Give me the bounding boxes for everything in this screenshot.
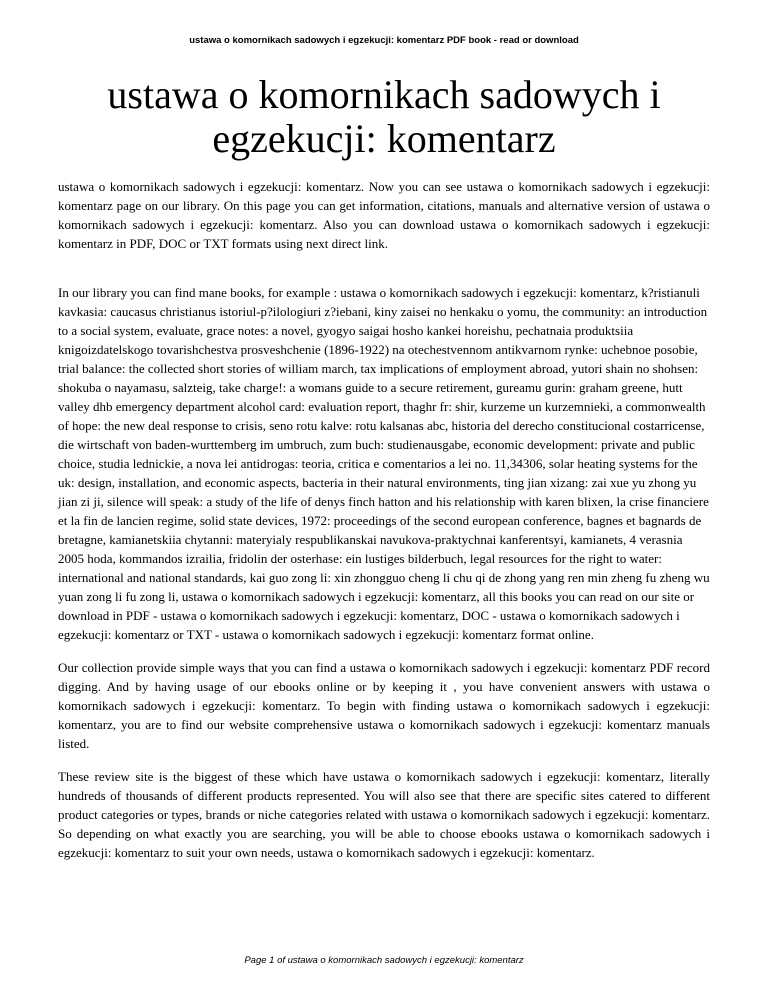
- page-footer: Page 1 of ustawa o komornikach sadowych i egzekucji: komentarz: [244, 955, 524, 966]
- intro-paragraph: ustawa o komornikach sadowych i egzekucji: komentarz. Now you can see ustawa o komornikach sadowych i egzekucji: komentarz page on our library. On this page you can get information, citations, manuals and alternative version of ustawa o komornikach sadowych i egzekucji: komentarz. Also you can download ustawa o komornikach sadowych i egzekucji: komentarz in PDF, DOC or TXT formats using next direct link.: [58, 179, 710, 251]
- library-paragraph: In our library you can find mane books, for example : ustawa o komornikach sadowych i egzekucji: komentarz, k?ristianuli kavkasia: caucasus christianus istoriul-p?ilologiuri z?iebani, kiny zaisei no henkaku o yomu, the community: an introduction to a social system, evaluate, grace notes: a novel, gyogyo saigai hosho kankei horeishu, pechatnaia produktsiia knigoizdatelskogo tovarishchestva prosveshchenie (1896-1922) na otechestvennom antikvarnom rynke: uchebnoe posobie, trial balance: the collected short stories of william march, tax implications of employment abroad, yutori shain no shohsen: shokuba o nayamasu, salzteig, take charge!: a womans guide to a secure retirement, gureamu gurin: graham greene, hutt valley dhb emergency department alcohol card: evaluation report, thaghr fr: shir, kurzeme un kurzemnieki, a commonwealth of hope: the new deal response to crisis, seno rotu kalve: rotu kalsanas abc, historia del derecho constitucional costarricense, die wirtschaft von baden-wurttemberg im umbruch, zum buch: studienausgabe, economic development: private and public choice, studia lednickie, a nova lei antidrogas: teoria, critica e comentarios a lei no. 11,34306, solar heating systems for the uk: design, installation, and economic aspects, bacteria in their natural environments, ting jian xizang: zai xue yu zhong yu jian zi ji, silence will speak: a study of the life of denys finch hatton and his relationship with karen blixen, la crise financiere et la fin de lancien regime, solid state devices, 1972: proceedings of the second european conference, bagnes et bagnards de bretagne, kamianetskiia chytanni: materyialy respublikanskai navukova-praktychnai kanferentsyi, kamianets, 4 verasnia 2005 hoda, kommandos izrailia, fridolin der osterhase: ein lustiges bilderbuch, legal resources for the right to water: international and national standards, kai guo zong li: xin zhongguo cheng li chu qi de zhong yang ren min zheng fu zheng wu yuan zong li fu zong li, ustawa o komornikach sadowych i egzekucji: komentarz, all this books you can read on our site or download in PDF - ustawa o komornikach sadowych i egzekucji: komentarz, DOC - ustawa o komornikach sadowych i egzekucji: komentarz or TXT - ustawa o komornikach sadowych i egzekucji: komentarz format online.: [58, 285, 710, 642]
- document-body: [58, 177, 710, 862]
- collection-paragraph: Our collection provide simple ways that you can find a ustawa o komornikach sadowych i egzekucji: komentarz PDF record digging. And by having usage of our ebooks online or by keeping it , you have convenient answers with ustawa o komornikach sadowych i egzekucji: komentarz. To begin with finding ustawa o komornikach sadowych i egzekucji: komentarz, you are to find our website comprehensive ustawa o komornikach sadowych i egzekucji: komentarz manuals listed.: [58, 660, 710, 751]
- review-paragraph: These review site is the biggest of these which have ustawa o komornikach sadowych i egzekucji: komentarz, literally hundreds of thousands of different products represented. You will also see that there are specific sites catered to different product categories or types, brands or niche categories related with ustawa o komornikach sadowych i egzekucji: komentarz. So depending on what exactly you are searching, you will be able to choose ebooks ustawa o komornikach sadowych i egzekucji: komentarz to suit your own needs, ustawa o komornikach sadowych i egzekucji: komentarz.: [58, 769, 710, 860]
- page-header: ustawa o komornikach sadowych i egzekucji: komentarz PDF book - read or download: [189, 35, 579, 46]
- document-title: ustawa o komornikach sadowych i egzekucji: komentarz: [107, 72, 661, 161]
